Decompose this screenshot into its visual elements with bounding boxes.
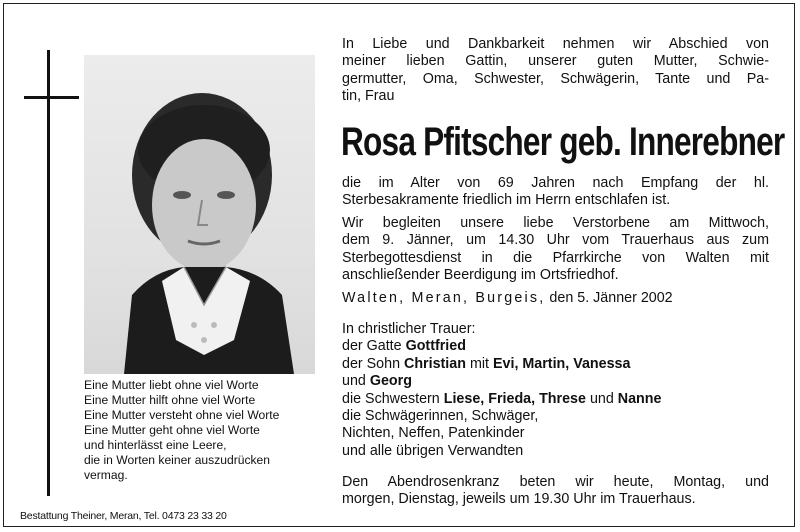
mourner-name: Evi, Martin, Vanessa [492, 355, 631, 372]
poem-line: vermag. [84, 468, 128, 482]
mourner-line [342, 338, 769, 355]
poem [84, 378, 324, 483]
relation-text: und [585, 390, 618, 407]
notice-date: den 5. Jänner 2002 [549, 290, 673, 306]
death-paragraph [342, 175, 769, 210]
mourner-line: Nichten, Neffen, Patenkinder [342, 425, 525, 442]
death-line: Sterbesakramente friedlich im Herrn entschlafen ist. [342, 192, 671, 209]
funeral-home-footer: Bestattung Theiner, Meran, Tel. 0473 23 33 20 [20, 510, 227, 522]
relation-text: die Schwestern [342, 390, 444, 407]
mourner-line: und alle übrigen Verwandten [342, 442, 524, 459]
towns: Walten, Meran, Burgeis, [342, 290, 546, 306]
intro-paragraph [342, 36, 769, 106]
rosary-paragraph [342, 474, 769, 509]
portrait-illustration [84, 55, 315, 374]
funeral-line: Sterbegottesdienst in die Pfarrkirche von Walten mit [342, 249, 769, 266]
relation-text: und [342, 373, 370, 390]
place-date-line [342, 290, 769, 307]
mourner-line [342, 373, 769, 390]
poem-line: Eine Mutter liebt ohne viel Worte [84, 378, 259, 392]
mourner-name: Georg [369, 373, 412, 390]
rosary-line: Den Abendrosenkranz beten wir heute, Montag, und [342, 474, 769, 490]
mourners-heading: In christlicher Trauer: [342, 321, 476, 337]
poem-line: Eine Mutter hilft ohne viel Worte [84, 393, 256, 407]
funeral-paragraph [342, 215, 769, 285]
intro-line: meiner lieben Gattin, unserer guten Mutter, Schwie- [342, 53, 769, 70]
portrait-photo [84, 55, 315, 374]
mourner-name: Gottfried [405, 338, 466, 355]
mourner-line: die Schwägerinnen, Schwäger, [342, 408, 539, 425]
relation-text: der Sohn [342, 355, 404, 372]
mourner-name: Christian [404, 355, 466, 372]
poem-line: die in Worten keiner auszudrücken [84, 453, 270, 467]
cross-horizontal-bar [24, 96, 79, 99]
poem-line: Eine Mutter geht ohne viel Worte [84, 423, 260, 437]
mourner-name: Liese, Frieda, Threse [443, 390, 586, 407]
funeral-line: dem 9. Jänner, um 14.30 Uhr vom Trauerhaus aus zum [342, 232, 769, 249]
poem-line: und hinterlässt eine Leere, [84, 438, 227, 452]
relation-text: der Gatte [342, 338, 406, 355]
mourner-line [342, 356, 769, 373]
mourner-name: Nanne [617, 390, 662, 407]
intro-line: tin, Frau [342, 88, 395, 105]
relation-text: mit [465, 355, 493, 372]
poem-line: Eine Mutter versteht ohne viel Worte [84, 408, 280, 422]
cross-vertical-bar [47, 50, 50, 496]
death-line: die im Alter von 69 Jahren nach Empfang der hl. [342, 175, 769, 191]
funeral-line: Wir begleiten unsere liebe Verstorbene am Mittwoch, [342, 215, 769, 231]
funeral-line: anschließender Beerdigung im Ortsfriedhof. [342, 267, 619, 284]
mourners-list [342, 321, 769, 460]
mourner-line [342, 391, 769, 408]
deceased-name: Rosa Pfitscher geb. Innerebner [341, 120, 785, 164]
intro-line: germutter, Oma, Schwester, Schwägerin, Tante und Pa- [342, 70, 769, 87]
intro-line: In Liebe und Dankbarkeit nehmen wir Abschied von [342, 36, 769, 52]
rosary-line: morgen, Dienstag, jeweils um 19.30 Uhr im Trauerhaus. [342, 491, 696, 508]
